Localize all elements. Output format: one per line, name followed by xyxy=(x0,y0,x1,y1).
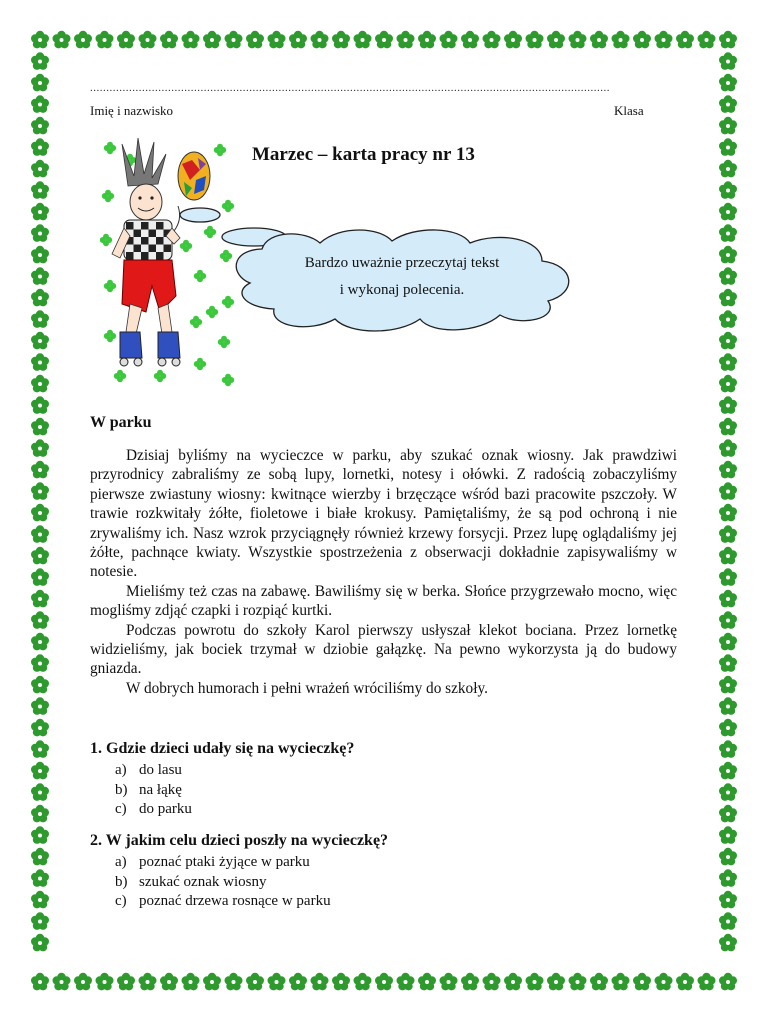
border-flower-icon xyxy=(31,267,49,285)
shirt-check-pattern xyxy=(141,222,149,230)
border-flower-icon xyxy=(182,31,200,49)
border-flower-icon xyxy=(53,31,71,49)
border-flower-icon xyxy=(31,826,49,844)
border-flower-icon xyxy=(719,504,737,522)
leaf-decoration-icon xyxy=(225,374,231,380)
border-flower-icon xyxy=(31,117,49,135)
border-flower-icon xyxy=(719,826,737,844)
border-flower-icon xyxy=(74,31,92,49)
border-flower-icon xyxy=(719,375,737,393)
border-flower-icon xyxy=(719,289,737,307)
border-flower-icon xyxy=(31,848,49,866)
border-flower-icon xyxy=(96,973,114,991)
border-flower-icon xyxy=(719,52,737,70)
option-letter: b) xyxy=(115,781,128,798)
border-flower-icon xyxy=(590,973,608,991)
border-flower-icon xyxy=(311,31,329,49)
border-flower-icon xyxy=(246,31,264,49)
border-flower-icon xyxy=(31,934,49,952)
border-flower-icon xyxy=(719,633,737,651)
border-flower-icon xyxy=(719,353,737,371)
border-flower-icon xyxy=(31,590,49,608)
border-flower-icon xyxy=(719,611,737,629)
option-letter: a) xyxy=(115,762,127,778)
option-text: szukać oznak wiosny xyxy=(139,873,267,890)
border-flower-icon xyxy=(418,31,436,49)
border-flower-icon xyxy=(719,848,737,866)
border-flower-icon xyxy=(31,74,49,92)
option-1c[interactable] xyxy=(115,800,192,820)
border-flower-icon xyxy=(655,31,673,49)
option-1a[interactable] xyxy=(115,761,192,781)
story-paragraph: Dzisiaj byliśmy na wycieczce w parku, aby szukać oznak wiosny. Jak prawdziwi przyrodnicy zabraliśmy ze sobą lupy, lornetki, notesy i ołówki. Z radością zobaczyliśmy pierwsze zwiastuny wiosny: kwitnące wierzby i brzęczące wśród bazi pracowite pszczoły. W trawie rozkwitały żółte, fioletowe i białe krokusy. Pamiętaliśmy, że są pod ochroną i nie zrywaliśmy ich. Nasz wzrok przyciągnęły również krzewy forsycji. Przez lupę oglądaliśmy jej żółte, pachnące kwiaty. Wszystkie spostrzeżenia z obserwacji dokładnie zapisywaliśmy w notesie. xyxy=(90,447,677,581)
border-flower-icon xyxy=(719,805,737,823)
shirt-check-pattern xyxy=(134,230,142,238)
border-flower-icon xyxy=(719,590,737,608)
shirt-check-pattern xyxy=(156,252,164,260)
border-flower-icon xyxy=(719,310,737,328)
border-flower-icon xyxy=(332,31,350,49)
border-flower-icon xyxy=(676,31,694,49)
shirt-check-pattern xyxy=(149,245,157,253)
border-flower-icon xyxy=(418,973,436,991)
border-flower-icon xyxy=(31,310,49,328)
border-flower-icon xyxy=(719,654,737,672)
border-flower-icon xyxy=(719,525,737,543)
border-flower-icon xyxy=(311,973,329,991)
border-flower-icon xyxy=(182,973,200,991)
border-flower-icon xyxy=(569,31,587,49)
story-text xyxy=(90,446,677,698)
border-flower-icon xyxy=(719,31,737,49)
option-text: na łąkę xyxy=(139,781,182,798)
border-flower-icon xyxy=(31,912,49,930)
border-flower-icon xyxy=(31,783,49,801)
border-flower-icon xyxy=(547,31,565,49)
border-flower-icon xyxy=(375,973,393,991)
border-flower-icon xyxy=(31,740,49,758)
shirt-check-pattern xyxy=(141,252,149,260)
border-flower-icon xyxy=(31,482,49,500)
border-flower-icon xyxy=(139,31,157,49)
border-flower-icon xyxy=(719,783,737,801)
border-flower-icon xyxy=(31,973,49,991)
border-flower-icon xyxy=(719,95,737,113)
border-flower-icon xyxy=(719,676,737,694)
border-flower-icon xyxy=(612,31,630,49)
border-flower-icon xyxy=(461,31,479,49)
border-flower-icon xyxy=(719,912,737,930)
border-flower-icon xyxy=(160,31,178,49)
story-paragraph: W dobrych humorach i pełni wrażeń wróciliśmy do szkoły. xyxy=(126,679,488,697)
border-flower-icon xyxy=(96,31,114,49)
border-flower-icon xyxy=(31,547,49,565)
border-flower-icon xyxy=(397,31,415,49)
border-flower-icon xyxy=(160,973,178,991)
story-title: W parku xyxy=(90,414,152,431)
border-flower-icon xyxy=(31,439,49,457)
border-flower-icon xyxy=(719,719,737,737)
border-flower-icon xyxy=(31,762,49,780)
border-flower-icon xyxy=(719,461,737,479)
border-flower-icon xyxy=(719,138,737,156)
leaf-decoration-icon xyxy=(197,358,203,364)
border-flower-icon xyxy=(719,869,737,887)
leaf-decoration-icon xyxy=(107,142,113,148)
shirt-check-pattern xyxy=(126,222,134,230)
option-2c[interactable] xyxy=(115,892,331,912)
border-flower-icon xyxy=(31,568,49,586)
name-label: Imię i nazwisko xyxy=(90,103,174,118)
border-flower-icon xyxy=(117,31,135,49)
border-flower-icon xyxy=(332,973,350,991)
border-flower-icon xyxy=(719,439,737,457)
border-flower-icon xyxy=(31,891,49,909)
border-flower-icon xyxy=(139,973,157,991)
option-text: do lasu xyxy=(139,762,182,778)
story-paragraph: Podczas powrotu do szkoły Karol pierwszy usłyszał klekot bociana. Przez lornetkę widzieliśmy, jak bociek trzymał w dziobie gałązkę. Na pewno wykorzysta ją do budowy gniazda. xyxy=(90,621,677,678)
border-flower-icon xyxy=(698,31,716,49)
border-flower-icon xyxy=(719,973,737,991)
border-flower-icon xyxy=(31,504,49,522)
border-flower-icon xyxy=(719,396,737,414)
border-flower-icon xyxy=(569,973,587,991)
border-flower-icon xyxy=(354,973,372,991)
border-flower-icon xyxy=(289,31,307,49)
border-flower-icon xyxy=(719,74,737,92)
border-flower-icon xyxy=(526,973,544,991)
border-flower-icon xyxy=(31,697,49,715)
option-2a[interactable] xyxy=(115,853,331,873)
instruction-text xyxy=(262,250,542,304)
border-flower-icon xyxy=(31,805,49,823)
question-1-options xyxy=(115,761,192,820)
border-flower-icon xyxy=(719,117,737,135)
question-2-options xyxy=(115,853,331,912)
instruction-line-1: Bardzo uważnie przeczytaj tekst xyxy=(304,255,500,271)
border-flower-icon xyxy=(719,482,737,500)
border-flower-icon xyxy=(719,332,737,350)
border-flower-icon xyxy=(31,138,49,156)
border-flower-icon xyxy=(483,31,501,49)
option-2b[interactable] xyxy=(115,873,331,893)
border-flower-icon xyxy=(698,973,716,991)
leaf-decoration-icon xyxy=(157,370,163,376)
border-flower-icon xyxy=(719,267,737,285)
border-flower-icon xyxy=(31,181,49,199)
border-flower-icon xyxy=(526,31,544,49)
class-label: Klasa xyxy=(614,103,644,118)
border-flower-icon xyxy=(461,973,479,991)
border-flower-icon xyxy=(31,611,49,629)
border-flower-icon xyxy=(117,973,135,991)
question-2: 2. W jakim celu dzieci poszły na wycieczkę? xyxy=(90,832,389,849)
border-flower-icon xyxy=(31,224,49,242)
border-flower-icon xyxy=(440,31,458,49)
border-flower-icon xyxy=(397,973,415,991)
leaf-decoration-icon xyxy=(103,234,109,240)
option-letter: b) xyxy=(115,873,128,890)
option-letter: c) xyxy=(115,893,127,909)
border-flower-icon xyxy=(31,332,49,350)
border-flower-icon xyxy=(375,31,393,49)
leaf-decoration-icon xyxy=(117,370,123,376)
leaf-decoration-icon xyxy=(217,144,223,150)
border-flower-icon xyxy=(268,973,286,991)
border-flower-icon xyxy=(74,973,92,991)
border-flower-icon xyxy=(719,224,737,242)
border-flower-icon xyxy=(547,973,565,991)
border-flower-icon xyxy=(676,973,694,991)
border-flower-icon xyxy=(203,973,221,991)
border-flower-icon xyxy=(504,31,522,49)
option-letter: a) xyxy=(115,854,127,870)
border-flower-icon xyxy=(31,203,49,221)
border-flower-icon xyxy=(483,973,501,991)
shirt-check-pattern xyxy=(141,237,149,245)
border-flower-icon xyxy=(31,719,49,737)
border-flower-icon xyxy=(268,31,286,49)
border-flower-icon xyxy=(719,568,737,586)
shirt-check-pattern xyxy=(156,237,164,245)
instruction-line-2: i wykonaj polecenia. xyxy=(339,282,465,298)
border-flower-icon xyxy=(31,676,49,694)
border-flower-icon xyxy=(633,973,651,991)
leaf-decoration-icon xyxy=(107,280,113,286)
shirt-check-pattern xyxy=(149,230,157,238)
option-text: poznać ptaki żyjące w parku xyxy=(139,854,310,870)
border-flower-icon xyxy=(719,697,737,715)
leaf-decoration-icon xyxy=(107,330,113,336)
border-flower-icon xyxy=(719,762,737,780)
border-flower-icon xyxy=(31,525,49,543)
border-flower-icon xyxy=(719,203,737,221)
border-flower-icon xyxy=(354,31,372,49)
border-flower-icon xyxy=(31,396,49,414)
border-flower-icon xyxy=(31,461,49,479)
border-flower-icon xyxy=(203,31,221,49)
option-1b[interactable] xyxy=(115,781,192,801)
question-1: 1. Gdzie dzieci udały się na wycieczkę? xyxy=(90,740,355,757)
border-flower-icon xyxy=(31,418,49,436)
border-flower-icon xyxy=(31,353,49,371)
worksheet-title: Marzec – karta pracy nr 13 xyxy=(252,144,475,165)
border-flower-icon xyxy=(633,31,651,49)
border-flower-icon xyxy=(31,160,49,178)
border-flower-icon xyxy=(719,547,737,565)
option-text: do parku xyxy=(139,801,192,817)
shirt-check-pattern xyxy=(134,245,142,253)
border-flower-icon xyxy=(31,31,49,49)
border-flower-icon xyxy=(440,973,458,991)
border-flower-icon xyxy=(719,934,737,952)
border-flower-icon xyxy=(31,52,49,70)
border-flower-icon xyxy=(719,891,737,909)
signature-dotted-line: ................................................................................................................................................................ xyxy=(90,82,610,94)
border-flower-icon xyxy=(289,973,307,991)
border-flower-icon xyxy=(53,973,71,991)
option-text: poznać drzewa rosnące w parku xyxy=(139,893,331,909)
border-flower-icon xyxy=(719,246,737,264)
shirt-check-pattern xyxy=(156,222,164,230)
border-flower-icon xyxy=(719,418,737,436)
border-flower-icon xyxy=(31,289,49,307)
border-flower-icon xyxy=(31,654,49,672)
border-flower-icon xyxy=(225,973,243,991)
border-flower-icon xyxy=(655,973,673,991)
border-flower-icon xyxy=(31,95,49,113)
border-flower-icon xyxy=(719,181,737,199)
border-flower-icon xyxy=(31,869,49,887)
border-flower-icon xyxy=(590,31,608,49)
border-flower-icon xyxy=(246,973,264,991)
border-flower-icon xyxy=(612,973,630,991)
border-flower-icon xyxy=(31,246,49,264)
border-flower-icon xyxy=(719,740,737,758)
border-flower-icon xyxy=(225,31,243,49)
shirt-check-pattern xyxy=(126,252,134,260)
story-paragraph: Mieliśmy też czas na zabawę. Bawiliśmy się w berka. Słońce przygrzewało mocno, więc mogliśmy zdjąć czapki i rozpiąć kurtki. xyxy=(90,582,677,620)
border-flower-icon xyxy=(719,160,737,178)
border-flower-icon xyxy=(31,633,49,651)
border-flower-icon xyxy=(504,973,522,991)
leaf-decoration-icon xyxy=(105,190,111,196)
border-flower-icon xyxy=(31,375,49,393)
option-letter: c) xyxy=(115,801,127,817)
